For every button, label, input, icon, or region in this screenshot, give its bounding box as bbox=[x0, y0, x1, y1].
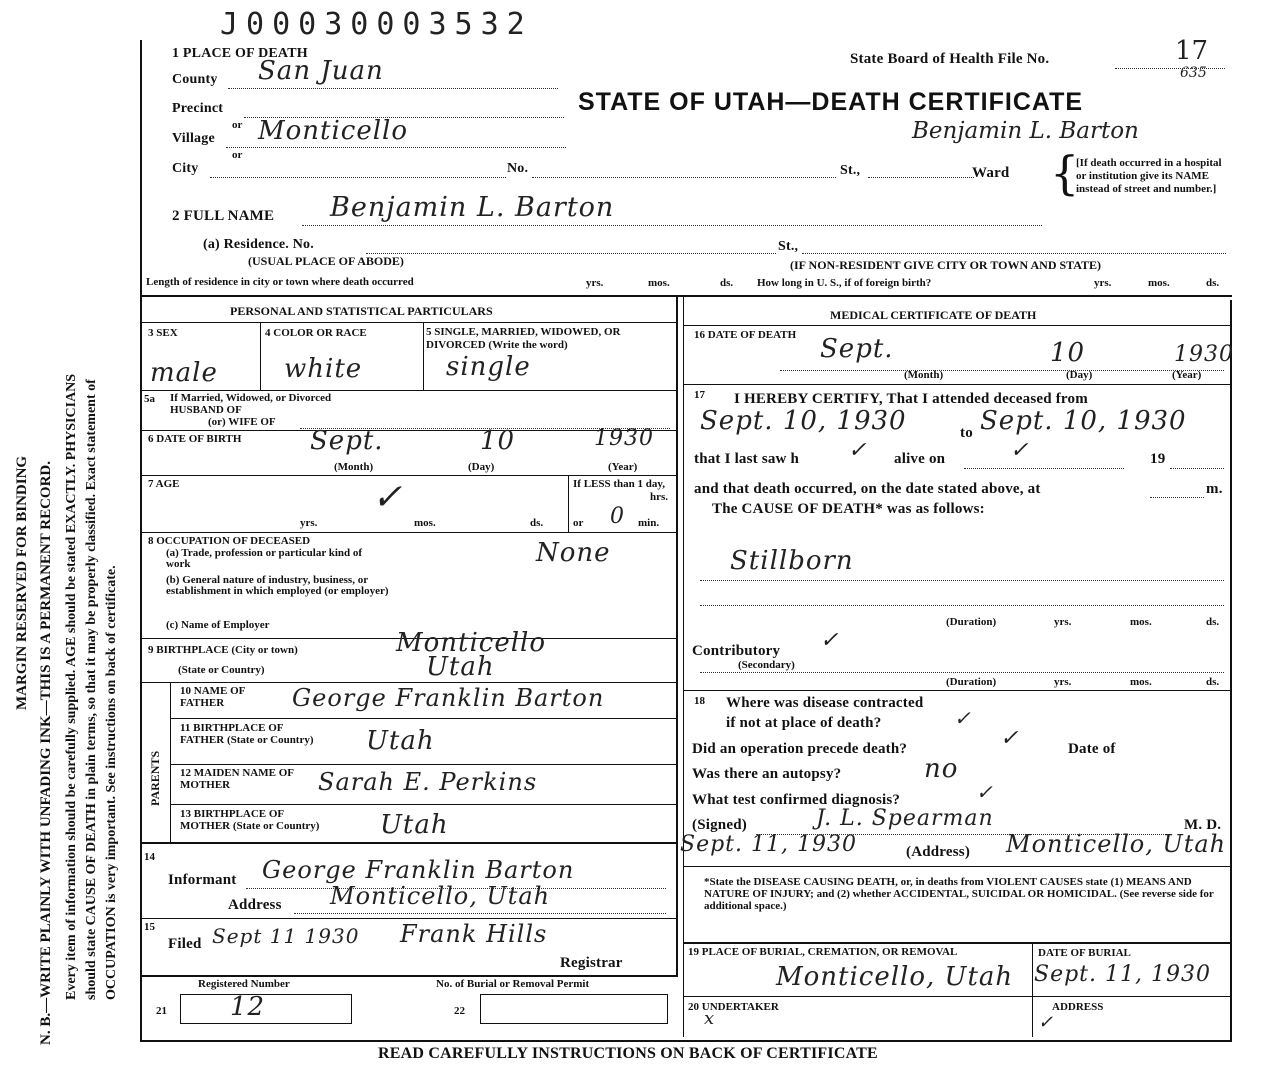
duration-mos-1: mos. bbox=[1130, 616, 1152, 628]
occupation-b: (b) General nature of industry, business, or establishment in which employed (or employer) bbox=[166, 574, 389, 597]
informant-num: 14 bbox=[144, 851, 155, 863]
footer-instructions: READ CAREFULLY INSTRUCTIONS ON BACK OF CERTIFICATE bbox=[378, 1045, 878, 1062]
form-border-left bbox=[140, 40, 142, 1040]
burial-permit-label: No. of Burial or Removal Permit bbox=[436, 978, 590, 990]
test-check: ✓ bbox=[976, 780, 994, 804]
dob-day: 10 bbox=[480, 426, 516, 456]
street-no-label: No. bbox=[507, 161, 529, 176]
hospital-brace: { bbox=[1050, 146, 1080, 200]
burial-permit-box bbox=[480, 994, 668, 1024]
duration-ds-1: ds. bbox=[1206, 616, 1220, 628]
contributory-check: ✓ bbox=[820, 628, 840, 653]
serial-number: J00030003532 bbox=[220, 7, 533, 42]
informant-value: George Franklin Barton bbox=[262, 856, 575, 884]
last-saw-check: ✓ bbox=[848, 438, 868, 463]
ward-label: Ward bbox=[972, 165, 1010, 181]
spouse-label-2: HUSBAND OF bbox=[170, 404, 242, 416]
dob-month-cap: (Month) bbox=[334, 461, 374, 473]
age-min: min. bbox=[638, 517, 660, 529]
duration-mos-2: mos. bbox=[1130, 676, 1152, 688]
or-label-1: or bbox=[232, 119, 243, 131]
duration-label-2: (Duration) bbox=[946, 676, 997, 688]
nonresident-note: (IF NON-RESIDENT GIVE CITY OR TOWN AND STATE) bbox=[790, 258, 1102, 272]
registered-number-label: Registered Number bbox=[198, 978, 290, 990]
certify-num: 17 bbox=[694, 389, 705, 401]
dob-year-cap: (Year) bbox=[608, 461, 638, 473]
margin-nb-line1: N. B.—WRITE PLAINLY WITH UNFADING INK—THIS IS A PERMANENT RECORD. bbox=[38, 461, 54, 1045]
m-label: m. bbox=[1206, 481, 1223, 497]
residence-label: (a) Residence. No. bbox=[203, 237, 314, 252]
place-of-death-label: 1 PLACE OF DEATH bbox=[172, 46, 308, 61]
age-hrs: hrs. bbox=[650, 491, 669, 503]
length-mos: mos. bbox=[648, 277, 670, 289]
autopsy-label: Was there an autopsy? bbox=[692, 766, 842, 782]
full-name-value: Benjamin L. Barton bbox=[330, 192, 615, 223]
informant-address-value: Monticello, Utah bbox=[330, 882, 551, 910]
last-saw-label: that I last saw h bbox=[694, 451, 800, 467]
personal-section-title: PERSONAL AND STATISTICAL PARTICULARS bbox=[230, 304, 493, 318]
signed-date: Sept. 11, 1930 bbox=[680, 832, 857, 857]
test-label: What test confirmed diagnosis? bbox=[692, 792, 901, 808]
city-label: City bbox=[172, 161, 199, 176]
father-birthplace-value: Utah bbox=[366, 726, 435, 756]
margin-nb-line3: should state CAUSE OF DEATH in plain terms, so that it may be properly classified. Exact statement of bbox=[84, 379, 99, 1000]
length-yrs: yrs. bbox=[586, 277, 604, 289]
birthplace-label: 9 BIRTHPLACE (City or town) bbox=[148, 644, 298, 656]
age-min-value: 0 bbox=[610, 504, 625, 529]
mother-birthplace-label: 13 BIRTHPLACE OF MOTHER (State or Country) bbox=[180, 808, 320, 832]
medical-section-title: MEDICAL CERTIFICATE OF DEATH bbox=[830, 308, 1037, 322]
contributory-label: Contributory bbox=[692, 643, 781, 659]
operation-check: ✓ bbox=[1000, 726, 1020, 751]
marital-label: 5 SINGLE, MARRIED, WIDOWED, OR DIVORCED (Write the word) bbox=[426, 326, 621, 351]
occupation-c: (c) Name of Employer bbox=[166, 619, 270, 631]
precinct-label: Precinct bbox=[172, 101, 224, 116]
form-border-bottom bbox=[140, 1040, 1232, 1042]
where-contracted-check: ✓ bbox=[954, 706, 972, 730]
margin-nb-line2: Every item of information should be carefully supplied. AGE should be stated EXACTLY. PHYSICIANS bbox=[64, 373, 79, 1000]
alive-on-label: alive on bbox=[894, 451, 946, 467]
color-label: 4 COLOR OR RACE bbox=[265, 327, 367, 339]
informant-label: Informant bbox=[168, 872, 237, 888]
duration-yrs-2: yrs. bbox=[1054, 676, 1072, 688]
undertaker-address-check: ✓ bbox=[1038, 1012, 1055, 1033]
us-mos: mos. bbox=[1148, 277, 1170, 289]
mother-name-value: Sarah E. Perkins bbox=[318, 768, 538, 796]
spouse-label-3: (or) WIFE OF bbox=[208, 416, 276, 428]
operation-label: Did an operation precede death? bbox=[692, 741, 908, 757]
duration-yrs-1: yrs. bbox=[1054, 616, 1072, 628]
cause-of-death-label: The CAUSE OF DEATH* was as follows: bbox=[712, 501, 985, 517]
dob-month: Sept. bbox=[310, 426, 384, 456]
spouse-label-1: If Married, Widowed, or Divorced bbox=[170, 392, 332, 404]
dod-year: 1930 bbox=[1174, 342, 1234, 367]
certificate-title: STATE OF UTAH—DEATH CERTIFICATE bbox=[578, 88, 1084, 116]
spouse-num: 5a bbox=[144, 393, 155, 405]
dod-label: 16 DATE OF DEATH bbox=[694, 329, 797, 341]
form-border-right bbox=[1230, 300, 1232, 1040]
dod-day-cap: (Day) bbox=[1066, 369, 1093, 381]
attended-from: Sept. 10, 1930 bbox=[700, 406, 907, 436]
operation-date-label: Date of bbox=[1068, 741, 1116, 757]
occupation-a: (a) Trade, profession or particular kind of work bbox=[166, 547, 363, 570]
cause-of-death-value: Stillborn bbox=[730, 546, 854, 576]
q18-num: 18 bbox=[694, 695, 705, 707]
burial-place-value: Monticello, Utah bbox=[776, 962, 1014, 992]
occupation-value: None bbox=[536, 538, 611, 568]
filed-num: 15 bbox=[144, 921, 155, 933]
how-long-us-label: How long in U. S., if of foreign birth? bbox=[757, 277, 932, 289]
margin-nb-line4: OCCUPATION is very important. See instructions on back of certificate. bbox=[104, 565, 119, 1000]
usual-place-label: (USUAL PLACE OF ABODE) bbox=[248, 254, 404, 268]
village-label: Village bbox=[172, 131, 215, 146]
us-yrs: yrs. bbox=[1094, 277, 1112, 289]
certify-text: I HEREBY CERTIFY, That I attended deceased from bbox=[734, 391, 1088, 407]
burial-date-label: DATE OF BURIAL bbox=[1038, 947, 1131, 959]
autopsy-value: no bbox=[924, 754, 959, 784]
file-no-extra: 635 bbox=[1180, 65, 1207, 81]
father-name-label: 10 NAME OF FATHER bbox=[180, 685, 245, 709]
birthplace-city: Monticello bbox=[396, 628, 547, 658]
age-check: ✓ bbox=[372, 477, 404, 518]
full-name-label: 2 FULL NAME bbox=[172, 208, 275, 224]
dod-day: 10 bbox=[1050, 338, 1086, 368]
registered-number-box bbox=[180, 994, 352, 1024]
alive-on-year: 19 bbox=[1150, 451, 1166, 467]
death-occurred-label: and that death occurred, on the date stated above, at bbox=[694, 481, 1041, 497]
reg-num-21: 21 bbox=[156, 1005, 167, 1017]
secondary-label: (Secondary) bbox=[738, 659, 795, 671]
residence-st-label: St., bbox=[778, 239, 799, 254]
cause-footnote: *State the DISEASE CAUSING DEATH, or, in deaths from VIOLENT CAUSES state (1) MEANS AND NATURE OF INJURY; and (2) whether ACCIDENTAL, SUICIDAL OR HOMICIDAL. (See reverse side for additional space.) bbox=[704, 876, 1214, 912]
dod-year-cap: (Year) bbox=[1172, 369, 1202, 381]
marital-value: single bbox=[446, 352, 531, 382]
dob-year: 1930 bbox=[594, 426, 654, 451]
margin-reserved-label: MARGIN RESERVED FOR BINDING bbox=[14, 455, 30, 710]
dod-month-cap: (Month) bbox=[904, 369, 944, 381]
birthplace-state: Utah bbox=[426, 652, 495, 682]
color-value: white bbox=[284, 354, 363, 384]
informant-address-label: Address bbox=[228, 897, 282, 913]
duration-label-1: (Duration) bbox=[946, 616, 997, 628]
md-label: M. D. bbox=[1184, 817, 1222, 833]
village-value: Monticello bbox=[258, 116, 409, 146]
length-residence-label: Length of residence in city or town where death occurred bbox=[146, 276, 414, 288]
age-lessthan: If LESS than 1 day, bbox=[573, 478, 666, 490]
dod-month: Sept. bbox=[820, 334, 894, 364]
street-label: St., bbox=[840, 163, 861, 178]
father-name-value: George Franklin Barton bbox=[292, 684, 605, 712]
us-ds: ds. bbox=[1206, 277, 1220, 289]
duration-ds-2: ds. bbox=[1206, 676, 1220, 688]
burial-date-value: Sept. 11, 1930 bbox=[1034, 962, 1211, 987]
mother-name-label: 12 MAIDEN NAME OF MOTHER bbox=[180, 767, 294, 791]
undertaker-label: 20 UNDERTAKER bbox=[688, 1001, 779, 1013]
undertaker-address-label: ADDRESS bbox=[1052, 1001, 1104, 1013]
attended-to: Sept. 10, 1930 bbox=[980, 406, 1187, 436]
undertaker-value: x bbox=[704, 1008, 716, 1029]
file-no-label: State Board of Health File No. bbox=[850, 51, 1050, 67]
registrar-signature: Frank Hills bbox=[400, 920, 548, 948]
parents-label: PARENTS bbox=[148, 750, 162, 806]
father-birthplace-label: 11 BIRTHPLACE OF FATHER (State or Country) bbox=[180, 722, 314, 746]
age-mos: mos. bbox=[414, 517, 436, 529]
signed-address-value: Monticello, Utah bbox=[1006, 830, 1227, 858]
sex-value: male bbox=[150, 358, 218, 388]
signed-label: (Signed) bbox=[692, 817, 747, 833]
alive-on-check: ✓ bbox=[1010, 438, 1030, 463]
hospital-note: [If death occurred in a hospital or institution give its NAME instead of street and number.] bbox=[1076, 157, 1222, 195]
where-contracted-label-2: if not at place of death? bbox=[726, 715, 882, 731]
dob-label: 6 DATE OF BIRTH bbox=[148, 433, 242, 445]
filed-value: Sept 11 1930 bbox=[212, 924, 360, 948]
or-label-2: or bbox=[232, 149, 243, 161]
registered-number-value: 12 bbox=[230, 992, 266, 1022]
file-no-value: 17 bbox=[1175, 36, 1209, 66]
age-yrs: yrs. bbox=[300, 517, 318, 529]
dob-day-cap: (Day) bbox=[468, 461, 495, 473]
mother-birthplace-value: Utah bbox=[380, 810, 449, 840]
county-label: County bbox=[172, 72, 218, 87]
age-ds: ds. bbox=[530, 517, 544, 529]
age-label: 7 AGE bbox=[148, 478, 180, 490]
where-contracted-label-1: Where was disease contracted bbox=[726, 695, 924, 711]
filed-label: Filed bbox=[168, 936, 202, 952]
birthplace-state-label: (State or Country) bbox=[178, 664, 265, 676]
length-ds: ds. bbox=[720, 277, 734, 289]
registrar-label: Registrar bbox=[560, 955, 623, 971]
signed-address-label: (Address) bbox=[906, 844, 971, 860]
age-or: or bbox=[573, 517, 584, 529]
occupation-label: 8 OCCUPATION OF DECEASED bbox=[148, 535, 311, 547]
county-value: San Juan bbox=[258, 56, 384, 86]
sex-label: 3 SEX bbox=[148, 327, 178, 339]
signed-value: J. L. Spearman bbox=[816, 806, 994, 831]
typed-deceased-name: Benjamin L. Barton bbox=[912, 118, 1139, 144]
reg-num-22: 22 bbox=[454, 1005, 465, 1017]
to-label: to bbox=[960, 425, 973, 441]
burial-place-label: 19 PLACE OF BURIAL, CREMATION, OR REMOVAL bbox=[688, 946, 958, 958]
